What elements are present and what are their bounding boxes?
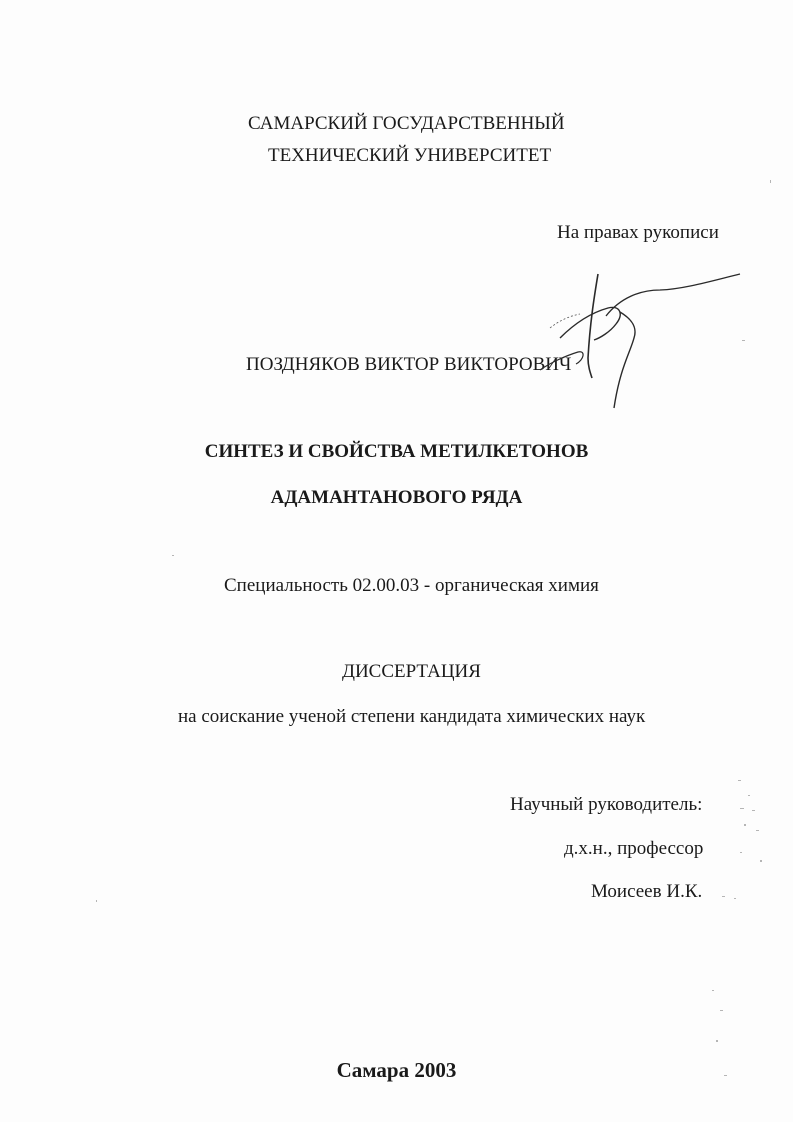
work-type: ДИССЕРТАЦИЯ: [342, 661, 481, 682]
thesis-title-line-1: СИНТЕЗ И СВОЙСТВА МЕТИЛКЕТОНОВ: [204, 441, 589, 462]
supervisor-degree: д.х.н., профессор: [564, 838, 704, 859]
university-name-line-2: ТЕХНИЧЕСКИЙ УНИВЕРСИТЕТ: [268, 145, 552, 166]
manuscript-note: На правах рукописи: [557, 222, 719, 243]
thesis-title-line-2: АДАМАНТАНОВОГО РЯДА: [270, 487, 523, 508]
degree-line: на соискание ученой степени кандидата химических наук: [178, 706, 646, 727]
author-name: ПОЗДНЯКОВ ВИКТОР ВИКТОРОВИЧ: [246, 354, 572, 375]
handwritten-signature: [520, 268, 750, 418]
university-name-line-1: САМАРСКИЙ ГОСУДАРСТВЕННЫЙ: [248, 113, 565, 134]
supervisor-name: Моисеев И.К.: [591, 881, 703, 902]
city-year: Самара 2003: [336, 1058, 457, 1082]
specialty: Специальность 02.00.03 - органическая химия: [224, 575, 599, 596]
supervisor-label: Научный руководитель:: [510, 794, 703, 815]
